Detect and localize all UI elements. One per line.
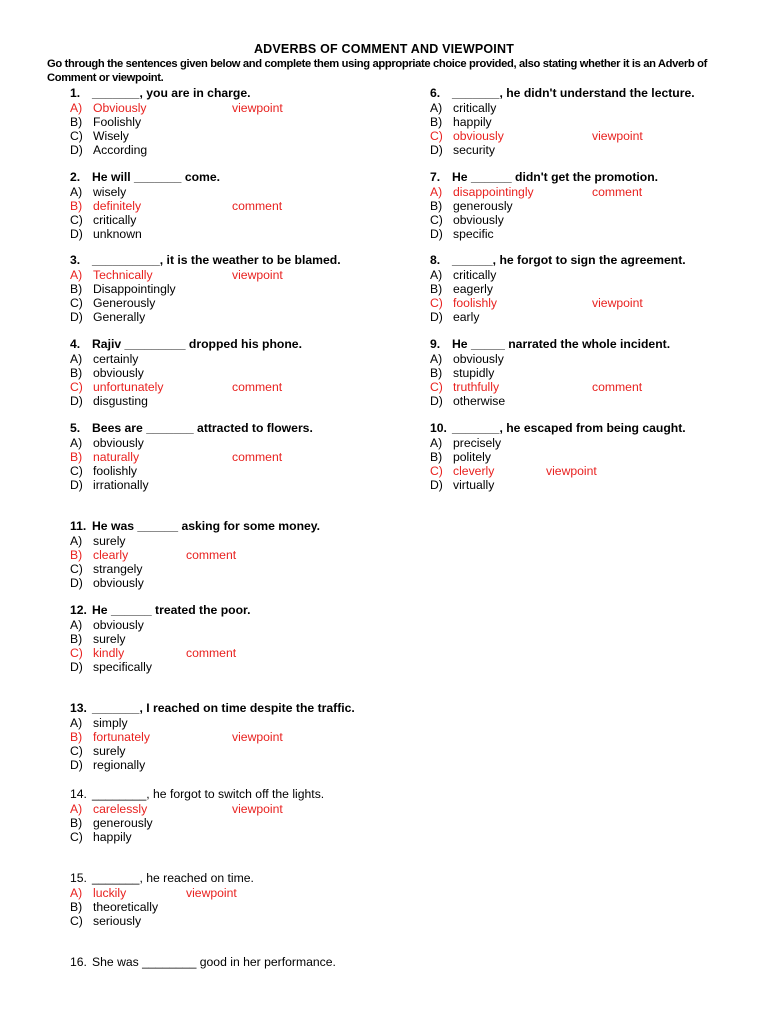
option-letter: B): [430, 115, 443, 129]
option-letter: A): [70, 534, 83, 548]
question-1: [70, 86, 283, 157]
option-letter: C): [70, 830, 83, 844]
option-letter: C): [70, 213, 83, 227]
option-letter: A): [70, 101, 83, 115]
option-text: critically: [93, 213, 137, 227]
question-text: __________, it is the weather to be blamed.: [92, 253, 341, 267]
option-text: foolishly: [453, 296, 498, 310]
option-text: Technically: [93, 268, 153, 282]
option-text: clearly: [93, 548, 129, 562]
answer-option: [70, 436, 313, 450]
option-text: happily: [93, 830, 132, 844]
question-8: [430, 253, 686, 324]
answer-option: [430, 282, 686, 296]
question-text: ________, he forgot to switch off the lights.: [92, 787, 325, 801]
answer-option: [70, 618, 251, 632]
option-text: critically: [453, 101, 497, 115]
option-text: unknown: [93, 227, 142, 241]
option-letter: C): [430, 464, 443, 478]
option-text: stupidly: [453, 366, 495, 380]
answer-option: [70, 366, 302, 380]
option-letter: A): [70, 618, 83, 632]
option-text: happily: [453, 115, 492, 129]
option-letter: B): [430, 450, 443, 464]
option-text: seriously: [93, 914, 142, 928]
option-text: naturally: [93, 450, 140, 464]
answer-option: [430, 352, 670, 366]
option-text: According: [93, 143, 148, 157]
option-letter: C): [70, 380, 83, 394]
option-letter: C): [430, 296, 443, 310]
option-letter: B): [70, 730, 83, 744]
option-letter: B): [70, 816, 83, 830]
answer-option: [70, 115, 251, 129]
option-letter: C): [430, 213, 443, 227]
question-10: [430, 421, 686, 492]
answer-option: [70, 716, 355, 730]
answer-option-correct: [430, 129, 695, 143]
answer-option: [430, 450, 686, 464]
adverb-type-label: viewpoint: [232, 802, 283, 816]
option-letter: B): [70, 900, 83, 914]
answer-option: [70, 758, 355, 772]
adverb-type-label: comment: [232, 450, 283, 464]
answer-option-correct: [70, 730, 355, 744]
question-text: Rajiv _________ dropped his phone.: [92, 337, 302, 351]
option-text: luckily: [93, 886, 127, 900]
question-stem: [430, 253, 686, 268]
question-stem: [70, 253, 341, 268]
option-letter: C): [70, 744, 83, 758]
option-text: security: [453, 143, 495, 157]
adverb-type-label: comment: [592, 185, 643, 199]
adverb-type-label: viewpoint: [592, 129, 643, 143]
option-text: kindly: [93, 646, 125, 660]
question-stem: [430, 170, 658, 185]
option-text: obviously: [453, 213, 504, 227]
option-text: obviously: [453, 129, 504, 143]
answer-option-correct: [70, 548, 320, 562]
option-letter: A): [430, 352, 443, 366]
answer-option: [70, 282, 341, 296]
option-letter: A): [70, 185, 83, 199]
option-letter: A): [430, 101, 443, 115]
option-letter: C): [70, 129, 83, 143]
question-text: ______, he forgot to sign the agreement.: [452, 253, 686, 267]
option-letter: A): [430, 436, 443, 450]
option-letter: A): [70, 802, 83, 816]
answer-option: [430, 213, 658, 227]
question-stem: [70, 337, 302, 352]
question-number: 15.: [70, 871, 87, 885]
option-text: certainly: [93, 352, 139, 366]
adverb-type-label: viewpoint: [232, 730, 283, 744]
answer-option-correct: [70, 450, 313, 464]
option-text: generously: [453, 199, 513, 213]
option-text: strangely: [93, 562, 143, 576]
answer-option: [430, 115, 695, 129]
question-14: [70, 787, 324, 844]
question-number: 9.: [430, 337, 441, 351]
question-stem: [430, 337, 670, 352]
question-number: 11.: [70, 519, 87, 533]
option-letter: B): [70, 632, 83, 646]
answer-option: [70, 534, 320, 548]
option-text: generously: [93, 816, 153, 830]
option-letter: D): [70, 660, 83, 674]
option-letter: B): [430, 366, 443, 380]
question-text: He ______ treated the poor.: [92, 603, 251, 617]
question-16: [70, 955, 336, 970]
option-text: Foolishly: [93, 115, 142, 129]
adverb-type-label: viewpoint: [186, 886, 237, 900]
answer-option: [70, 478, 313, 492]
option-letter: C): [70, 914, 83, 928]
option-text: Obviously: [93, 101, 147, 115]
option-letter: D): [70, 310, 83, 324]
option-letter: C): [70, 646, 83, 660]
question-text: She was ________ good in her performance.: [92, 955, 336, 969]
question-number: 10.: [430, 421, 447, 435]
option-text: virtually: [453, 478, 495, 492]
question-15: [70, 871, 254, 928]
question-stem: [70, 519, 320, 534]
question-number: 2.: [70, 170, 81, 184]
answer-option: [70, 352, 302, 366]
answer-option: [70, 213, 220, 227]
option-text: Wisely: [93, 129, 129, 143]
option-text: truthfully: [453, 380, 500, 394]
answer-option-correct: [70, 802, 324, 816]
question-number: 8.: [430, 253, 441, 267]
question-text: He _____ narrated the whole incident.: [452, 337, 671, 351]
answer-option-correct: [430, 185, 658, 199]
question-text: _______, he escaped from being caught.: [452, 421, 686, 435]
question-12: [70, 603, 251, 674]
answer-option: [70, 914, 254, 928]
option-letter: B): [430, 199, 443, 213]
answer-option: [430, 366, 670, 380]
answer-option: [70, 296, 341, 310]
adverb-type-label: viewpoint: [232, 268, 283, 282]
option-text: regionally: [93, 758, 146, 772]
question-stem: [70, 603, 251, 618]
option-text: foolishly: [93, 464, 138, 478]
option-text: obviously: [453, 352, 504, 366]
option-letter: D): [430, 478, 443, 492]
answer-option-correct: [430, 296, 686, 310]
option-letter: C): [70, 296, 83, 310]
option-letter: D): [430, 394, 443, 408]
adverb-type-label: viewpoint: [232, 101, 283, 115]
question-number: 4.: [70, 337, 81, 351]
adverb-type-label: comment: [592, 380, 643, 394]
option-text: eagerly: [453, 282, 493, 296]
question-stem: [70, 955, 336, 970]
answer-option: [70, 816, 324, 830]
question-number: 14.: [70, 787, 87, 801]
question-text: He was ______ asking for some money.: [92, 519, 321, 533]
option-letter: A): [70, 886, 83, 900]
question-stem: [430, 86, 695, 101]
answer-option: [70, 830, 324, 844]
question-stem: [70, 787, 324, 802]
answer-option: [70, 227, 220, 241]
adverb-type-label: comment: [232, 199, 283, 213]
option-text: otherwise: [453, 394, 506, 408]
answer-option-correct: [70, 886, 254, 900]
question-13: [70, 701, 355, 772]
option-text: surely: [93, 744, 126, 758]
question-stem: [70, 170, 220, 185]
answer-option: [430, 478, 686, 492]
option-text: fortunately: [93, 730, 150, 744]
answer-option-correct: [70, 268, 341, 282]
answer-option: [430, 101, 695, 115]
option-text: Generally: [93, 310, 146, 324]
option-letter: D): [430, 227, 443, 241]
option-letter: B): [70, 115, 83, 129]
question-stem: [70, 421, 313, 436]
question-5: [70, 421, 313, 492]
answer-option-correct: [430, 380, 670, 394]
answer-option-correct: [70, 380, 302, 394]
option-text: specifically: [93, 660, 152, 674]
answer-option: [430, 394, 670, 408]
answer-option-correct: [70, 646, 251, 660]
answer-option: [70, 310, 341, 324]
option-letter: A): [70, 268, 83, 282]
option-text: disgusting: [93, 394, 148, 408]
option-text: unfortunately: [93, 380, 164, 394]
option-text: Generously: [93, 296, 156, 310]
option-letter: D): [430, 310, 443, 324]
question-stem: [70, 86, 251, 101]
option-text: surely: [93, 632, 126, 646]
question-number: 1.: [70, 86, 81, 100]
option-text: cleverly: [453, 464, 495, 478]
question-text: _______, he didn't understand the lecture.: [452, 86, 695, 100]
question-text: He will _______ come.: [92, 170, 221, 184]
answer-option-correct: [430, 464, 686, 478]
answer-option: [70, 632, 251, 646]
answer-option: [70, 660, 251, 674]
adverb-type-label: viewpoint: [546, 464, 597, 478]
option-letter: D): [430, 143, 443, 157]
option-text: critically: [453, 268, 497, 282]
answer-option: [70, 900, 254, 914]
option-letter: B): [70, 366, 83, 380]
answer-option: [70, 562, 320, 576]
question-number: 6.: [430, 86, 441, 100]
question-number: 13.: [70, 701, 87, 715]
option-text: obviously: [93, 366, 144, 380]
option-text: obviously: [93, 618, 144, 632]
option-text: simply: [93, 716, 128, 730]
answer-option: [430, 268, 686, 282]
option-text: irrationally: [93, 478, 149, 492]
option-text: precisely: [453, 436, 502, 450]
option-letter: B): [70, 548, 83, 562]
answer-option: [430, 199, 658, 213]
answer-option: [430, 436, 686, 450]
answer-option-correct: [70, 199, 283, 213]
question-number: 7.: [430, 170, 441, 184]
question-11: [70, 519, 320, 590]
option-letter: B): [70, 450, 83, 464]
question-stem: [430, 421, 686, 436]
answer-option: [70, 185, 220, 199]
option-text: specific: [453, 227, 494, 241]
option-letter: A): [430, 268, 443, 282]
option-letter: A): [430, 185, 443, 199]
option-text: wisely: [93, 185, 127, 199]
question-7: [430, 170, 658, 241]
question-3: [70, 253, 341, 324]
option-text: surely: [93, 534, 126, 548]
answer-option: [70, 143, 251, 157]
question-number: 5.: [70, 421, 81, 435]
option-text: obviously: [93, 576, 144, 590]
question-6: [430, 86, 695, 157]
answer-option-correct: [70, 101, 283, 115]
question-stem: [70, 701, 355, 716]
answer-option: [70, 576, 320, 590]
question-text: _______, you are in charge.: [92, 86, 251, 100]
option-letter: B): [70, 199, 83, 213]
option-letter: C): [430, 129, 443, 143]
option-letter: C): [70, 562, 83, 576]
option-text: politely: [453, 450, 491, 464]
option-letter: D): [70, 478, 83, 492]
question-text: Bees are _______ attracted to flowers.: [92, 421, 313, 435]
option-letter: A): [70, 436, 83, 450]
question-text: _______, I reached on time despite the traffic.: [92, 701, 355, 715]
option-letter: D): [70, 227, 83, 241]
option-text: obviously: [93, 436, 144, 450]
answer-option: [70, 394, 302, 408]
adverb-type-label: viewpoint: [592, 296, 643, 310]
question-text: He ______ didn't get the promotion.: [452, 170, 659, 184]
option-letter: B): [70, 282, 83, 296]
question-number: 12.: [70, 603, 87, 617]
option-letter: C): [430, 380, 443, 394]
question-number: 3.: [70, 253, 81, 267]
option-text: definitely: [93, 199, 142, 213]
answer-option: [430, 227, 658, 241]
option-letter: C): [70, 464, 83, 478]
option-text: theoretically: [93, 900, 159, 914]
question-stem: [70, 871, 254, 886]
option-letter: D): [70, 576, 83, 590]
option-letter: D): [70, 143, 83, 157]
answer-option: [70, 129, 251, 143]
option-text: disappointingly: [453, 185, 534, 199]
page-title: ADVERBS OF COMMENT AND VIEWPOINT: [253, 42, 515, 56]
option-letter: D): [70, 394, 83, 408]
option-text: Disappointingly: [93, 282, 176, 296]
question-9: [430, 337, 670, 408]
answer-option: [70, 464, 313, 478]
option-letter: B): [430, 282, 443, 296]
answer-option: [430, 310, 686, 324]
option-letter: D): [70, 758, 83, 772]
answer-option: [70, 744, 355, 758]
adverb-type-label: comment: [186, 646, 237, 660]
option-letter: A): [70, 716, 83, 730]
adverb-type-label: comment: [186, 548, 237, 562]
instructions: Go through the sentences given below and complete them using appropriate choice provided, also stating whether it is an Adverb of Comment or viewpoint.: [47, 58, 707, 84]
question-2: [70, 170, 283, 241]
question-4: [70, 337, 302, 408]
option-letter: A): [70, 352, 83, 366]
adverb-type-label: comment: [232, 380, 283, 394]
question-text: _______, he reached on time.: [92, 871, 254, 885]
answer-option: [430, 143, 695, 157]
option-text: early: [453, 310, 480, 324]
question-number: 16.: [70, 955, 87, 969]
option-text: carelessly: [93, 802, 148, 816]
